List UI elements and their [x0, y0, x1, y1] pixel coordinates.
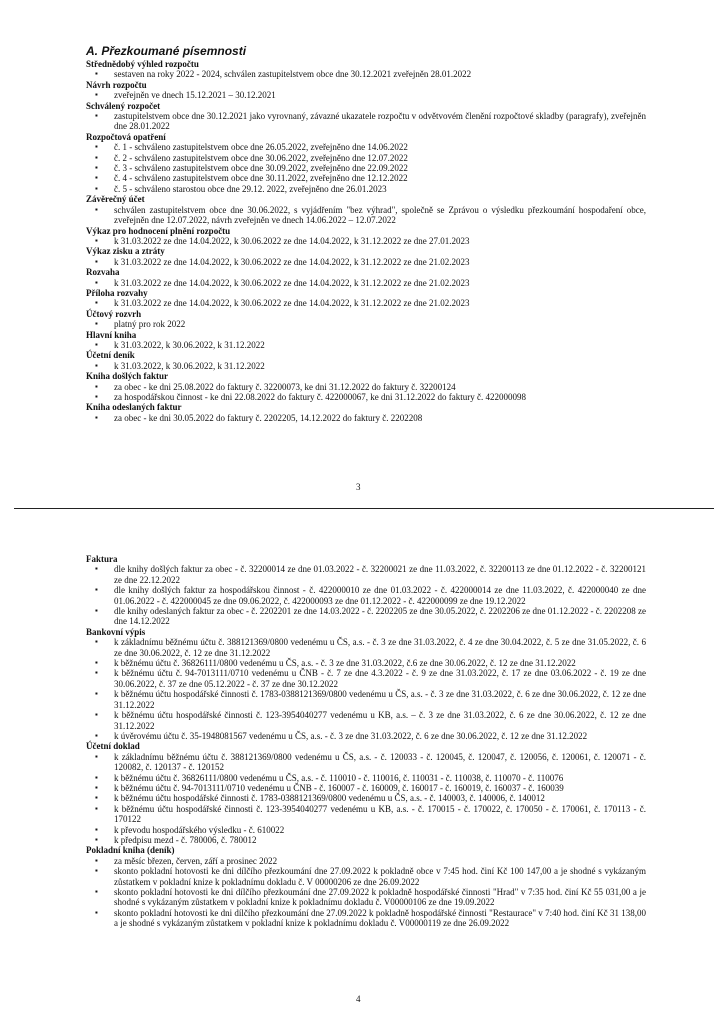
list-item: ▪ k 31.03.2022 ze dne 14.04.2022, k 30.06.2022 ze dne 14.04.2022, k 31.12.2022 ze dne 21.02.2023 [86, 278, 646, 288]
list-item: ▪ skonto pokladní hotovosti ke dni dílčího přezkoumání dne 27.09.2022 k pokladně obce v 7:45 hod. činí Kč 100 147,00 a je shodné s vykázaným zůstatkem v pokladní knize k pokladnímu dokladu č. V 00000206 ze dne 26.09.2022 [86, 866, 646, 887]
section-item-list [86, 69, 646, 79]
list-item: ▪ zveřejněn ve dnech 15.12.2021 – 30.12.2021 [86, 90, 646, 100]
list-item: ▪ k předpisu mezd - č. 780006, č. 780012 [86, 835, 646, 845]
section-item-list [86, 278, 646, 288]
list-item: ▪ dle knihy došlých faktur za hospodářskou činnost - č. 422000010 ze dne 01.03.2022 - č. 422000014 ze dne 11.03.2022, č. 422000040 ze dne 01.06.2022 - č. 422000045 ze dne 09.06.2022, č. 422000093 ze dne 01.12.2022 - č. 422000099 ze dne 19.12.2022 [86, 585, 646, 606]
list-item: ▪ skonto pokladní hotovosti ke dni dílčího přezkoumání dne 27.09.2022 k pokladně hospodářské činnosti "Hrad" v 7:35 hod. činí Kč 55 031,00 a je shodné s vykázaným zůstatkem v pokladní knize k pokladnímu dokladu č. V00000106 ze dne 19.09.2022 [86, 887, 646, 908]
list-item: ▪ č. 5 - schváleno starostou obce dne 29.12. 2022, zveřejněno dne 26.01.2023 [86, 184, 646, 194]
section-heading: Rozvaha [86, 267, 120, 278]
list-item: ▪ k 31.03.2022 ze dne 14.04.2022, k 30.06.2022 ze dne 14.04.2022, k 31.12.2022 ze dne 27.01.2023 [86, 236, 646, 246]
list-item: ▪ k běžnému účtu hospodářské činnosti č. 123-3954040277 vedenému u KB, a.s. – č. 3 ze dne 31.03.2022, č. 6 ze dne 30.06.2022, č. 12 ze dne 31.12.2022 [86, 710, 646, 731]
list-item: ▪ k základnímu běžnému účtu č. 388121369/0800 vedenému u ČS, a.s. - č. 3 ze dne 31.03.2022, č. 4 ze dne 30.04.2022, č. 5 ze dne 31.05.2022, č. 6 ze dne 30.06.2022, č. 12 ze dne 31.12.2022 [86, 637, 646, 658]
list-item: ▪ k základnímu běžnému účtu č. 388121369/0800 vedenému u ČS, a.s. - č. 120033 - č. 120045, č. 120047, č. 120056, č. 120061, č. 120071 - č. 120082, č. 120137 - č. 120152 [86, 752, 646, 773]
section-item-list [86, 257, 646, 267]
list-item: ▪ k běžnému účtu č. 94-7013111/0710 vedenému u ČNB - č. 160007 - č. 160009, č. 160017 - č. 160019, č. 160037 - č. 160039 [86, 783, 646, 793]
list-item: ▪ dle knihy došlých faktur za obec - č. 32200014 ze dne 01.03.2022 - č. 32200021 ze dne 11.03.2022, č. 32200113 ze dne 01.12.2022 - č. 32200121 ze dne 22.12.2022 [86, 564, 646, 585]
section-item-list [86, 564, 646, 626]
section-heading: Příloha rozvahy [86, 287, 148, 298]
list-item: ▪ č. 3 - schváleno zastupitelstvem obce dne 30.09.2022, zveřejněno dne 22.09.2022 [86, 163, 646, 173]
section-item-list [86, 205, 646, 226]
section-heading: Návrh rozpočtu [86, 79, 147, 90]
list-item: ▪ k 31.03.2022, k 30.06.2022, k 31.12.2022 [86, 361, 646, 371]
section-item-list [86, 856, 646, 929]
list-item: ▪ č. 2 - schváleno zastupitelstvem obce dne 30.06.2022, zveřejněno dne 12.07.2022 [86, 153, 646, 163]
list-item: ▪ zastupitelstvem obce dne 30.12.2021 jako vyrovnaný, závazné ukazatele rozpočtu v odvětvovém členění rozpočtové skladby (paragrafy), zveřejněn dne 28.01.2022 [86, 111, 646, 132]
list-item: ▪ za obec - ke dni 25.08.2022 do faktury č. 32200073, ke dni 31.12.2022 do faktury č. 32200124 [86, 382, 646, 392]
list-item: ▪ skonto pokladní hotovosti ke dni dílčího přezkoumání dne 27.09.2022 k pokladně hospodářské činnosti "Restaurace" v 7:40 hod. činí Kč 31 138,00 a je shodné s vykázaným zůstatkem v pokladní knize k pokladnímu dokladu č. V00000119 ze dne 26.09.2022 [86, 908, 646, 929]
section-heading: Účetní deník [86, 350, 135, 361]
section-heading: Kniha odeslaných faktur [86, 402, 182, 413]
list-item: ▪ k převodu hospodářského výsledku - č. 610022 [86, 825, 646, 835]
document-title: A. Přezkoumané písemnosti [86, 44, 247, 58]
section-item-list [86, 298, 646, 308]
list-item: ▪ k běžnému účtu hospodářské činnosti č. 1783-0388121369/0800 vedenému u ČS, a.s. - č. 140003, č. 140006, č. 140012 [86, 793, 646, 803]
list-item: ▪ schválen zastupitelstvem obce dne 30.06.2022, s vyjádřením "bez výhrad", společně se Zprávou o výsledku přezkoumání hospodaření obce, zveřejněn dne 12.07.2022, návrh zveřejněn ve dnech 14.06.2022 – 12.07.2022 [86, 205, 646, 226]
page-number: 3 [356, 482, 361, 492]
list-item: ▪ k 31.03.2022 ze dne 14.04.2022, k 30.06.2022 ze dne 14.04.2022, k 31.12.2022 ze dne 21.02.2023 [86, 298, 646, 308]
section-item-list [86, 382, 646, 403]
section-heading: Hlavní kniha [86, 329, 137, 340]
list-item: ▪ k úvěrovému účtu č. 35-1948081567 vedenému u ČS, a.s. - č. 3 ze dne 31.03.2022, č. 6 ze dne 30.06.2022, č. 12 ze dne 31.12.2022 [86, 731, 646, 741]
list-item: ▪ za obec - ke dni 30.05.2022 do faktury č. 2202205, 14.12.2022 do faktury č. 2202208 [86, 413, 646, 423]
section-item-list [86, 319, 646, 329]
section-item-list [86, 340, 646, 350]
section-item-list [86, 637, 646, 741]
list-item: ▪ k běžnému účtu č. 36826111/0800 vedenému u ČS, a.s. - č. 110010 - č. 110016, č. 110031 - č. 110038, č. 110070 - č. 110076 [86, 773, 646, 783]
list-item: ▪ k běžnému účtu č. 94-7013111/0710 vedenému u ČNB - č. 7 ze dne 4.3.2022 - č. 9 ze dne 31.03.2022, č. 17 ze dne 03.06.2022 - č. 19 ze dne 30.06.2022, č. 37 ze dne 05.12.2022 - č. 37 ze dne 30.12.2022 [86, 668, 646, 689]
section-heading: Výkaz pro hodnocení plnění rozpočtu [86, 225, 231, 236]
document-page-4 [0, 512, 728, 1024]
section-item-list [86, 413, 646, 423]
section-heading: Kniha došlých faktur [86, 371, 169, 382]
section-item-list [86, 142, 646, 194]
list-item: ▪ dle knihy odeslaných faktur za obec - č. 2202201 ze dne 14.03.2022 - č. 2202205 ze dne 30.05.2022, č. 2202206 ze dne 01.12.2022 - č. 2202208 ze dne 14.12.2022 [86, 606, 646, 627]
page-divider [14, 508, 714, 509]
list-item: ▪ sestaven na roky 2022 - 2024, schválen zastupitelstvem obce dne 30.12.2021 zveřejněn 28.01.2022 [86, 69, 646, 79]
sections-container [86, 59, 646, 423]
list-item: ▪ za měsíc březen, červen, září a prosinec 2022 [86, 856, 646, 866]
section-heading: Schválený rozpočet [86, 100, 161, 111]
sections-container [86, 554, 646, 929]
list-item: ▪ za hospodářskou činnost - ke dni 22.08.2022 do faktury č. 422000067, ke dni 31.12.2022 do faktury č. 422000098 [86, 392, 646, 402]
section-heading: Účtový rozvrh [86, 308, 142, 319]
page-number: 4 [356, 994, 361, 1004]
section-heading: Faktura [86, 554, 118, 564]
list-item: ▪ k 31.03.2022, k 30.06.2022, k 31.12.2022 [86, 340, 646, 350]
page-4-content [86, 554, 646, 929]
section-heading: Rozpočtová opatření [86, 131, 166, 142]
list-item: ▪ k běžnému účtu hospodářské činnosti č. 123-3954040277 vedenému u KB, a.s. - č. 170015 - č. 170022, č. 170050 - č. 170061, č. 170113 - č. 170122 [86, 804, 646, 825]
section-heading: Účetní doklad [86, 741, 140, 752]
list-item: ▪ č. 4 - schváleno zastupitelstvem obce dne 30.11.2022, zveřejněno dne 12.12.2022 [86, 173, 646, 183]
section-item-list [86, 111, 646, 132]
page-3-content [86, 44, 646, 423]
section-item-list [86, 752, 646, 846]
list-item: ▪ č. 1 - schváleno zastupitelstvem obce dne 26.05.2022, zveřejněno dne 14.06.2022 [86, 142, 646, 152]
section-item-list [86, 361, 646, 371]
section-heading: Bankovní výpis [86, 626, 146, 637]
document-page-3 [0, 0, 728, 506]
section-item-list [86, 236, 646, 246]
section-item-list [86, 90, 646, 100]
list-item: ▪ platný pro rok 2022 [86, 319, 646, 329]
list-item: ▪ k 31.03.2022 ze dne 14.04.2022, k 30.06.2022 ze dne 14.04.2022, k 31.12.2022 ze dne 21.02.2023 [86, 257, 646, 267]
section-heading: Výkaz zisku a ztráty [86, 246, 165, 257]
list-item: ▪ k běžnému účtu č. 36826111/0800 vedenému u ČS, a.s. - č. 3 ze dne 31.03.2022, č.6 ze dne 30.06.2022, č. 12 ze dne 31.12.2022 [86, 658, 646, 668]
section-heading: Střednědobý výhled rozpočtu [86, 59, 199, 69]
section-heading: Závěrečný účet [86, 194, 145, 205]
list-item: ▪ k běžnému účtu hospodářské činnosti č. 1783-0388121369/0800 vedenému u ČS, a.s. - č. 3 ze dne 31.03.2022, č. 6 ze dne 30.06.2022, č. 12 ze dne 31.12.2022 [86, 689, 646, 710]
section-heading: Pokladní kniha (deník) [86, 845, 175, 856]
